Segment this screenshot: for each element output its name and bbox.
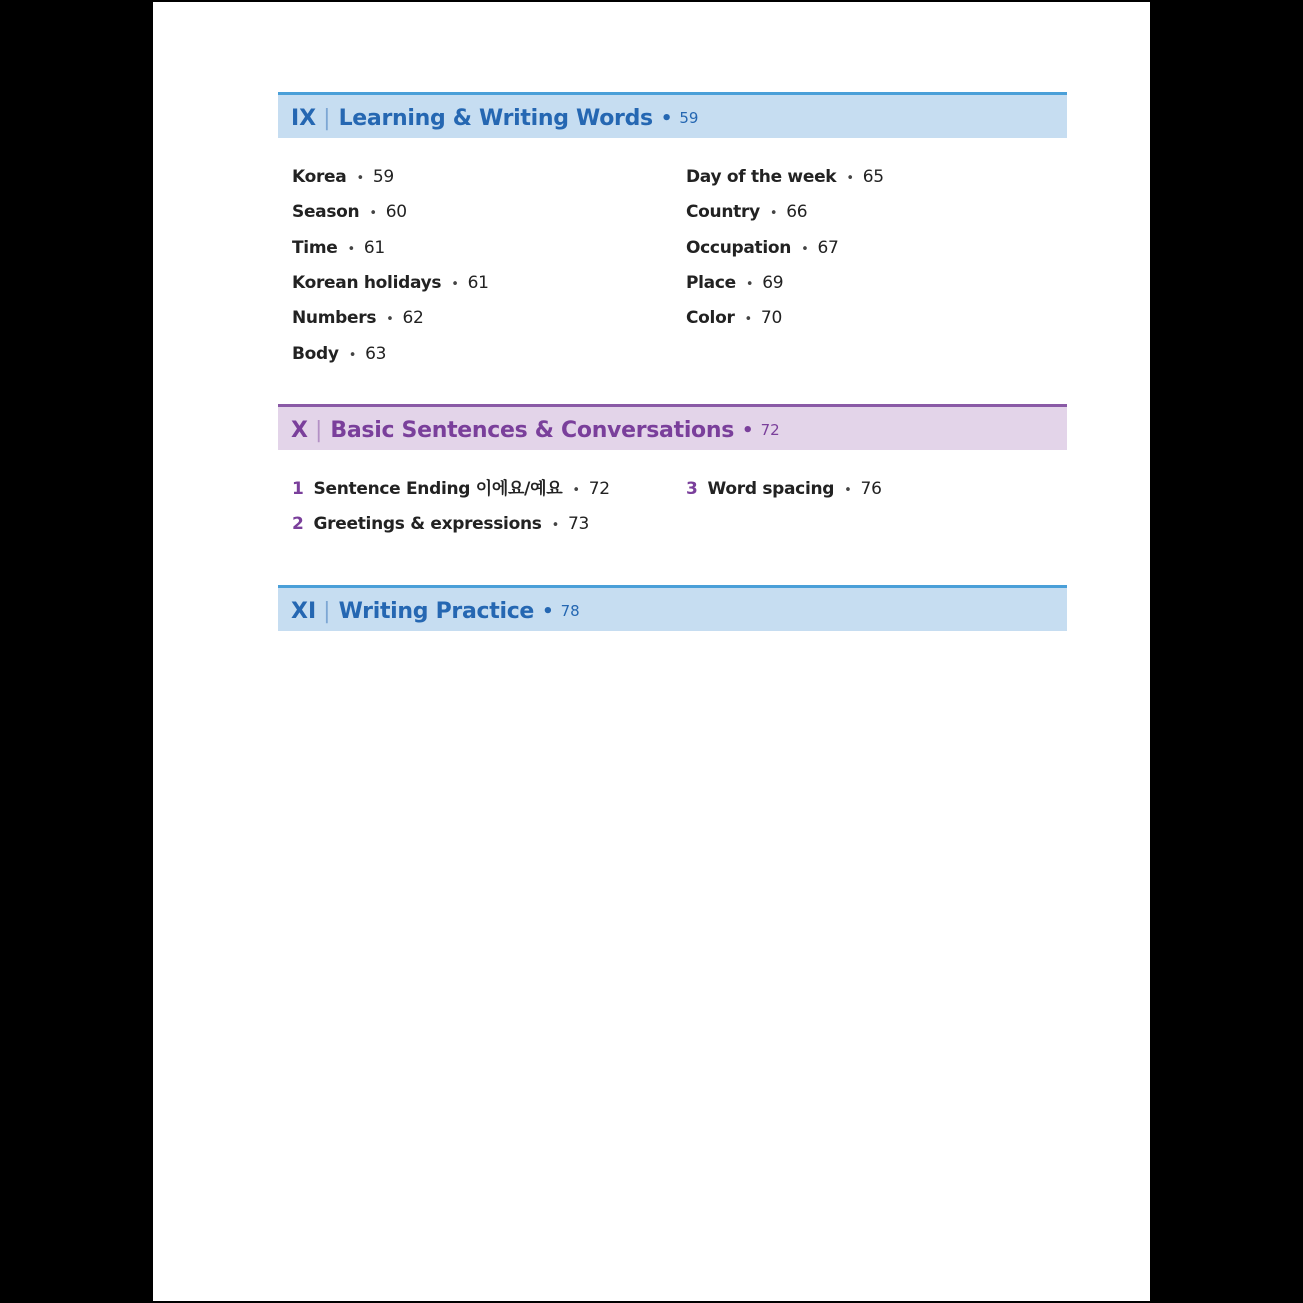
toc-entry [292, 166, 394, 190]
entry-label: Country [686, 202, 760, 222]
entry-page-number: 72 [588, 479, 610, 499]
bullet-dot: • [844, 483, 852, 498]
toc-entry [292, 237, 385, 261]
bullet-dot: • [551, 518, 559, 533]
section-header-ix [278, 92, 1067, 138]
entry-page-number: 61 [467, 273, 489, 293]
entry-label: Occupation [686, 238, 792, 258]
section-separator: | [314, 417, 323, 443]
entry-page-number: 63 [365, 344, 387, 364]
entry-number: 1 [292, 479, 304, 499]
section-roman-numeral: XI [291, 598, 317, 624]
section-title: Basic Sentences & Conversations [330, 417, 735, 443]
bullet-dot: • [769, 206, 778, 221]
entry-label: Korea [292, 167, 347, 187]
section-title: Learning & Writing Words [338, 105, 653, 131]
entry-label: Color [686, 308, 735, 328]
entry-page-number: 69 [762, 273, 784, 293]
toc-entry [292, 307, 424, 331]
entry-label: Season [292, 202, 360, 222]
entry-label: Body [292, 344, 339, 364]
bullet-dot: • [744, 312, 752, 327]
toc-entry [292, 272, 489, 296]
entry-number: 3 [686, 479, 698, 499]
bullet-dot: • [745, 277, 754, 292]
entry-page-number: 59 [372, 167, 394, 187]
section-separator: | [323, 105, 331, 131]
entry-page-number: 61 [363, 238, 385, 258]
section-page-number: 72 [760, 421, 780, 439]
toc-entry [686, 272, 783, 296]
bullet-dot: • [801, 242, 809, 257]
section-page-number: 59 [679, 109, 699, 127]
entry-number: 2 [292, 514, 304, 534]
entry-page-number: 62 [402, 308, 424, 328]
entry-page-number: 67 [817, 238, 839, 258]
section-roman-numeral: X [291, 417, 308, 443]
entry-label: Time [292, 238, 338, 258]
entry-label: Word spacing [707, 479, 835, 499]
toc-entry [686, 307, 782, 331]
entry-label: Day of the week [686, 167, 837, 187]
bullet-dot: • [386, 312, 394, 327]
toc-entry [292, 513, 589, 537]
bullet-dot: • [369, 206, 377, 221]
section-page-number: 78 [560, 602, 580, 620]
bullet-dot: • [846, 171, 854, 186]
bullet-dot: • [451, 277, 459, 292]
toc-entry [686, 201, 807, 225]
entry-page-number: 76 [860, 479, 882, 499]
entry-label: Greetings & expressions [313, 514, 542, 534]
entry-label: Place [686, 273, 736, 293]
entry-page-number: 65 [862, 167, 884, 187]
entry-label: Numbers [292, 308, 377, 328]
entry-label: Korean holidays [292, 273, 442, 293]
section-title: Writing Practice [338, 598, 535, 624]
entry-page-number: 66 [786, 202, 808, 222]
toc-entry [686, 166, 884, 190]
bullet-dot: • [542, 600, 554, 622]
toc-entry [686, 237, 839, 261]
bullet-dot: • [572, 483, 580, 498]
section-header-xi [278, 585, 1067, 631]
toc-entry [292, 343, 386, 367]
toc-entry [686, 478, 882, 502]
section-roman-numeral: IX [291, 105, 317, 131]
entry-page-number: 73 [567, 514, 589, 534]
document-page [153, 2, 1150, 1301]
section-separator: | [323, 598, 331, 624]
bullet-dot: • [347, 242, 355, 257]
bullet-dot: • [742, 419, 754, 441]
toc-entry [292, 478, 610, 502]
bullet-dot: • [660, 107, 673, 129]
bullet-dot: • [348, 348, 357, 363]
toc-entry [292, 201, 407, 225]
entry-label: Sentence Ending 이에요/예요 [313, 479, 563, 499]
bullet-dot: • [356, 171, 364, 186]
section-header-x [278, 404, 1067, 450]
entry-page-number: 60 [385, 202, 407, 222]
entry-page-number: 70 [760, 308, 782, 328]
